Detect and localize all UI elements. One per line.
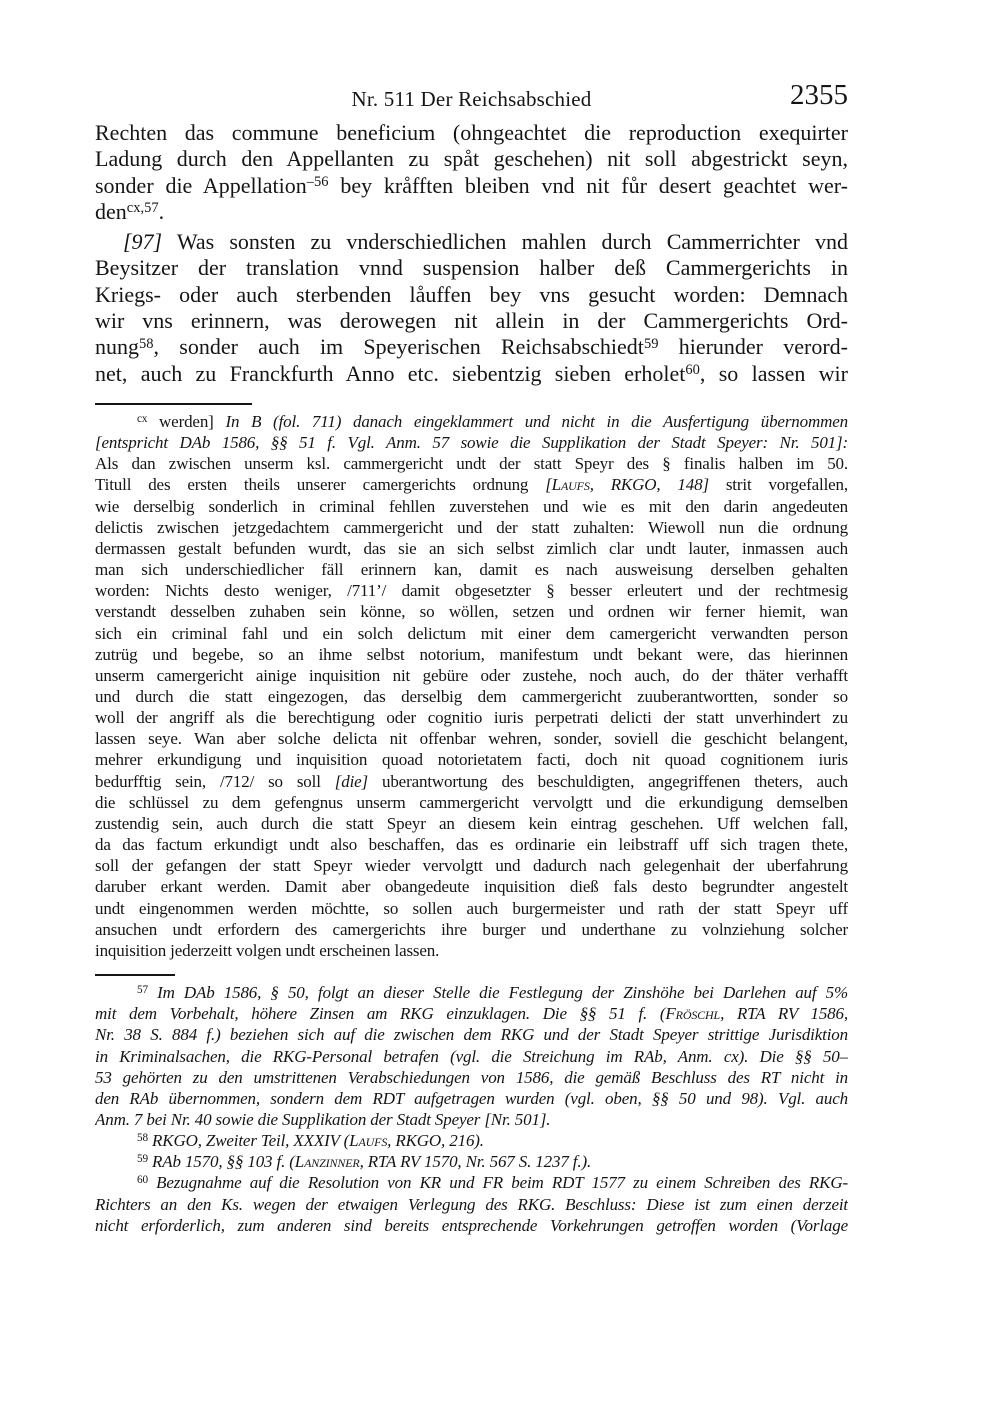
text-line: undt eingenommen werden möchtte, so sollen auch burgermeister und rath der statt Speyr uff xyxy=(95,898,848,918)
text-line: delictis zwischen jetzgedachtem cammergericht und der statt zuhalten: Wiewoll nun die ordnung xyxy=(95,517,848,537)
text-line: Rechten das commune beneficium (ohngeachtet die reproduction exequirter xyxy=(95,120,848,145)
text-line: wie derselbig sonderlich in criminal fehllen zuverstehen und wie es mit den darin angedeuten xyxy=(95,496,848,516)
text-line: nung58, sonder auch im Speyerischen Reichsabschiedt59 hierunder verord- xyxy=(95,334,848,360)
apparatus-note-cx xyxy=(95,411,848,961)
text-line: dermassen gestalt befunden wurdt, das sie an sich selbst zimlich clar undt lauter, inmassen auch xyxy=(95,538,848,558)
text-line: worden: Nichts desto weniger, /711’/ damit obgesetzter § besser erleutert und der rechtmesig xyxy=(95,581,848,601)
text-line: nicht erforderlich, zum anderen sind bereits entsprechende Vorkehrungen getroffen worden (Vorlage xyxy=(95,1215,848,1235)
text-line: lassen seye. Wan aber solche delicta nit offenbar wehren, sonder, soviell die geschicht belangent, xyxy=(95,729,848,749)
text-line: [entspricht DAb 1586, §§ 51 f. Vgl. Anm. 57 sowie die Supplikation der Stadt Speyer: Nr. 501]: xyxy=(95,433,848,453)
text-line: Anm. 7 bei Nr. 40 sowie die Supplikation der Stadt Speyer [Nr. 501]. xyxy=(95,1109,551,1129)
text-line: sich ein criminal fahl und ein solch delictum mit einer dem camergericht verwandten person xyxy=(95,623,848,643)
text-line: Als dan zwischen unserm ksl. cammergericht undt der statt Speyr des § finalis halben im 50. xyxy=(95,454,848,474)
text-line: 59 RAb 1570, §§ 103 f. (Lanzinner, RTA RV 1570, Nr. 567 S. 1237 f.). xyxy=(137,1152,592,1172)
text-line: Beysitzer der translation vnnd suspension halber deß Cammergerichts in xyxy=(95,255,848,281)
footnote-59 xyxy=(95,1151,848,1172)
text-line: bedurfftig sein, /712/ so soll [die] uberantwortung des beschuldigten, angegriffenen theters, auch xyxy=(95,771,848,791)
text-line: zustendig sein, auch durch die statt Speyr an diesem kein eintrag geschehen. Uff welchen fall, xyxy=(95,813,848,833)
page-number: 2355 xyxy=(790,79,848,111)
text-line: Titull des ersten theils unserer camergerichts ordnung [Laufs, RKGO, 148] strit vorgefallen, xyxy=(95,475,848,495)
text-line: cx werden] In B (fol. 711) danach eingeklammert und nicht in die Ausfertigung übernommen xyxy=(137,411,848,431)
text-line: Kriegs- oder auch sterbenden låuffen bey vns gesucht worden: Demnach xyxy=(95,281,848,307)
text-line: da das factum erkundigt undt also beschaffen, das es ordinarie ein leibstraff uff sich tragen thete, xyxy=(95,835,848,855)
text-line: mehrer erkundigung und inquisition quoad notorietatem facti, doch nit quoad cognitionem iuris xyxy=(95,750,848,770)
footnote-57 xyxy=(95,982,848,1130)
text-line: daruber erkant werden. Damit aber obangedeute inquisition dieß fals desto begrundter angestelt xyxy=(95,877,848,897)
text-line: den RAb übernommen, sondern dem RDT aufgetragen wurden (vgl. oben, §§ 50 und 98). Vgl. auch xyxy=(95,1088,848,1108)
running-header xyxy=(95,79,848,112)
text-line: in Kriminalsachen, die RKG-Personal betrafen (vgl. die Streichung im RAb, Anm. cx). Die §§ 50– xyxy=(95,1046,848,1066)
text-column xyxy=(95,79,848,1236)
text-line: woll der angriff als die berechtigung oder cognitio iuris perpetrati delicti der statt unverhindert zu xyxy=(95,708,848,728)
text-line: Nr. 38 S. 884 f.) beziehen sich auf die zwischen dem RKG und der Stadt Speyer strittige Jurisdiktion xyxy=(95,1025,848,1045)
text-line: [97] Was sonsten zu vnderschiedlichen mahlen durch Cammerrichter vnd xyxy=(123,229,848,255)
text-line: die schlüssel zu dem gefengnus unserm cammergericht vervolgtt und die erkundigung demselben xyxy=(95,792,848,812)
text-line: unserm camergericht ainige inquisition nit gebüre oder zustehe, noch auch, do der thäter verhafft xyxy=(95,665,848,685)
text-line: 53 gehörten zu den umstrittenen Verabschiedungen von 1586, die gemäß Beschluss des RT nicht in xyxy=(95,1067,848,1087)
text-line: dencx,57. xyxy=(95,198,165,224)
text-line: mit dem Vorbehalt, höhere Zinsen am RKG einzuklagen. Die §§ 51 f. (Fröschl, RTA RV 1586, xyxy=(95,1004,848,1024)
paragraph-continuation xyxy=(95,120,848,225)
text-line: ansuchen undt erfordern des camergerichts ihre burger und underthane zu volnziehung solcher xyxy=(95,919,848,939)
text-line: Richters an den Ks. wegen der etwaigen Verlegung des RKG. Beschluss: Diese ist zum einen derzeit xyxy=(95,1194,848,1214)
footnote-separator-rule xyxy=(95,974,175,976)
text-line: 58 RKGO, Zweiter Teil, XXXIV (Laufs, RKGO, 216). xyxy=(137,1131,484,1151)
text-line: verstandt desselben zuhaben sein könne, so wöllen, setzen und ordnen wir ferner hiemit, wan xyxy=(95,602,848,622)
text-line: net, auch zu Franckfurth Anno etc. siebentzig sieben erholet60, so lassen wir xyxy=(95,360,848,386)
running-header-title: Nr. 511 Der Reichsabschied xyxy=(351,87,592,111)
text-line: wir vns erinnern, was derowegen nit allein in der Cammergerichts Ord- xyxy=(95,308,848,334)
footnote-58 xyxy=(95,1130,848,1151)
text-line: zutrüg und begebe, so an ihme selbst notorium, manifestum undt bekant were, das hierinnen xyxy=(95,644,848,664)
footnote-60 xyxy=(95,1172,848,1235)
paragraph-97 xyxy=(95,229,848,387)
main-text xyxy=(95,120,848,387)
text-line: Ladung durch den Appellanten zu spåt geschehen) nit soll abgestrickt seyn, xyxy=(95,146,848,172)
text-line: 57 Im DAb 1586, § 50, folgt an dieser Stelle die Festlegung der Zinshöhe bei Darlehen auf 5% xyxy=(137,983,848,1003)
text-line: man sich underschiedlicher fäll erinnern kan, damit es nach ausweisung derselben gehalten xyxy=(95,560,848,580)
text-line: inquisition jederzeitt volgen undt erscheinen lassen. xyxy=(95,940,440,960)
text-line: soll der gefangen der statt Speyr wieder vervolgtt und dadurch nach gelegenhait der uberfahrung xyxy=(95,856,848,876)
apparatus-separator-rule xyxy=(95,403,252,405)
text-line: 60 Bezugnahme auf die Resolution von KR und FR beim RDT 1577 zu einem Schreiben des RKG- xyxy=(137,1173,848,1193)
text-line: und durch die statt eingezogen, das derselbig dem cammergericht zuuberantwortten, sonder so xyxy=(95,687,848,706)
text-line: sonder die Appellation–56 bey kråfften bleiben vnd nit fůr desert geachtet wer- xyxy=(95,172,848,198)
